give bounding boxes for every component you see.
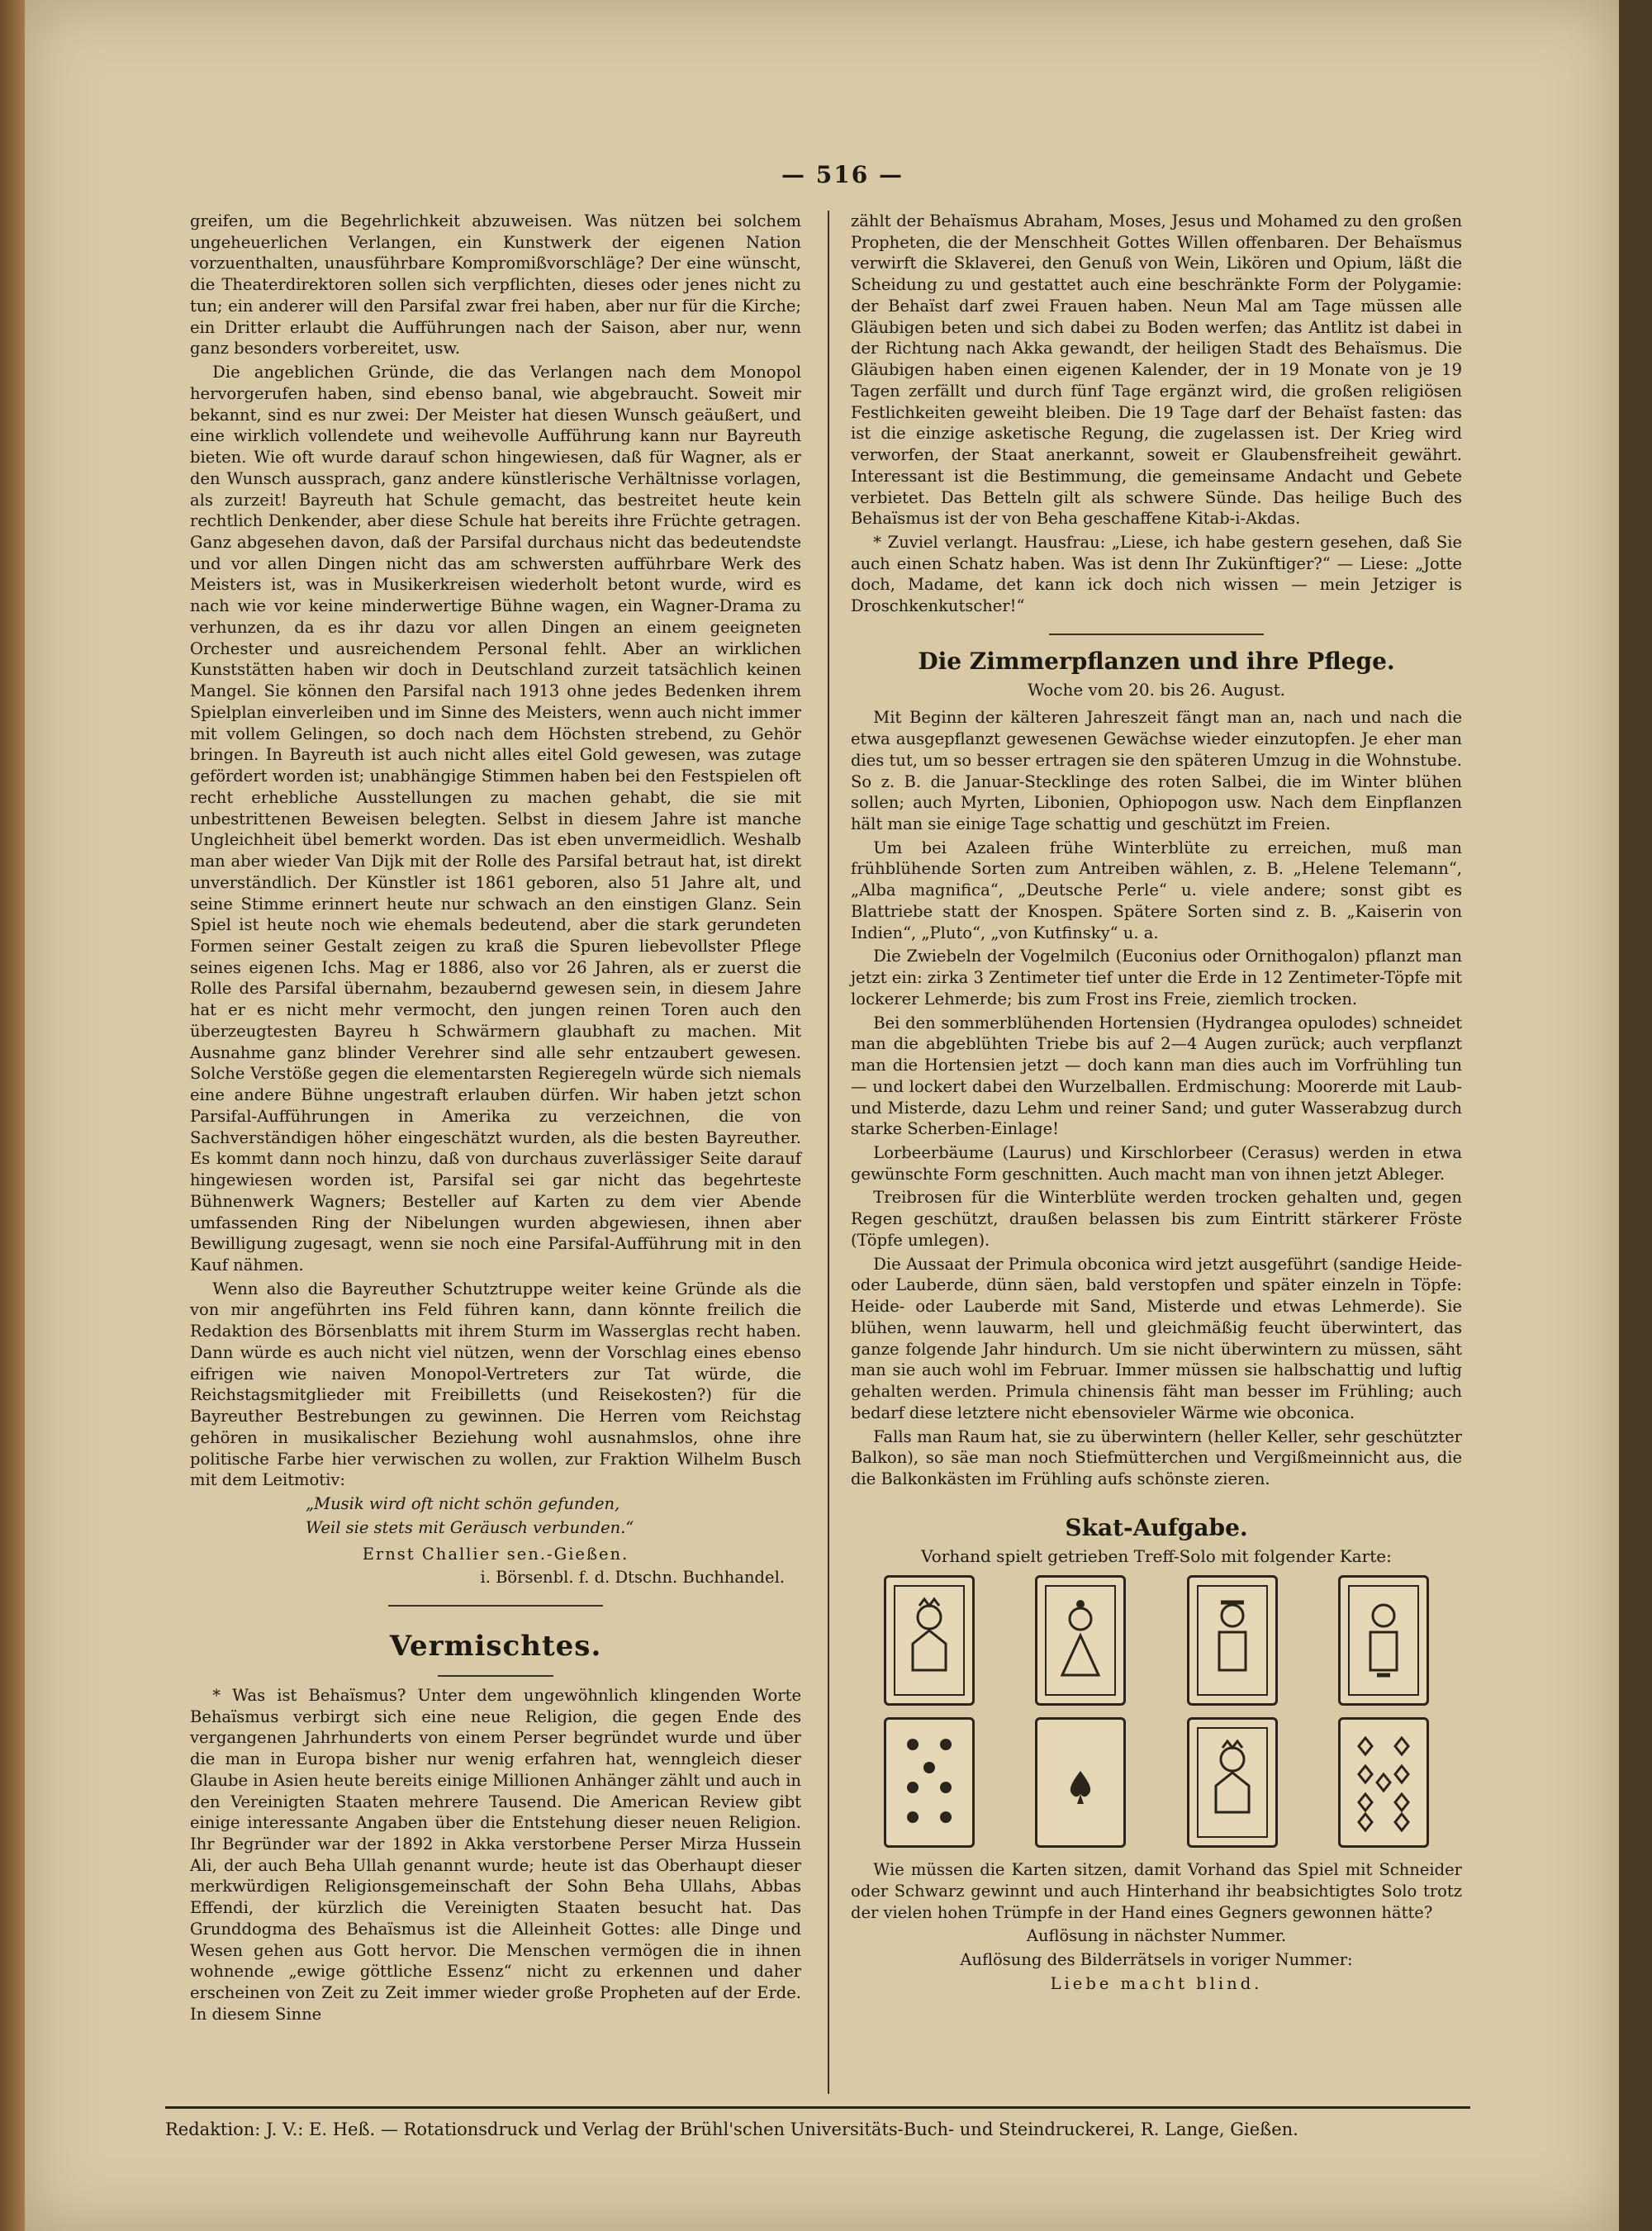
article-subtitle: Woche vom 20. bis 26. August. <box>1028 679 1285 700</box>
article-paragraph: Lorbeerbäume (Laurus) und Kirschlorbeer (Cerasus) werden in etwa gewünschte Form geschnitten. Auch macht man von ihnen jetzt Ableger. <box>851 1142 1462 1184</box>
joke-paragraph: * Zuviel verlangt. Hausfrau: „Liese, ich habe gestern gesehen, daß Sie auch einen Schatz haben. Was ist denn Ihr Zukünftiger?“ — Liese: „Jotte doch, Madame, det kann ick doch nich wissen — mein Jetziger is Droschkenkutscher!“ <box>851 533 1462 616</box>
article-paragraph: Die Zwiebeln der Vogelmilch (Euconius oder Ornithogalon) pflanzt man jetzt ein: zirka 3 Zentimeter tief unter die Erde in 12 Zentimeter-Töpfe mit lockerer Lehmerde; bis zum Frost ins Freie, ziemlich trocken. <box>851 947 1462 1009</box>
left-column <box>190 211 801 2028</box>
previous-solution-label: Auflösung des Bilderrätsels in voriger Nummer: <box>960 1950 1353 1970</box>
king-card-icon <box>884 1575 975 1706</box>
source-citation: i. Börsenbl. f. d. Dtschn. Buchhandel. <box>480 1568 785 1588</box>
card-row <box>884 1717 1429 1848</box>
verse-line: Weil sie stets mit Geräusch verbunden.“ <box>306 1517 634 1537</box>
article-paragraph: greifen, um die Begehrlichkeit abzuweisen. Was nützen bei solchem ungeheuerlichen Verlangen, ein Kunstwerk der eigenen Nation vorzuenthalten, unausführbare Kompromißvorschläge? Der eine wünscht, die Theaterdirektoren sollen sich verpflichten, dieses oder jenes nicht zu tun; ein anderer will den Parsifal zwar frei haben, aber nur für die Kirche; ein Dritter erlaubt die Aufführungen nach der Saison, aber nur, wenn ganz besonders vorbereitet, usw. <box>190 211 801 358</box>
verse-line: „Musik wird oft nicht schön gefunden, <box>306 1494 620 1514</box>
jack-card-icon <box>1338 1575 1429 1706</box>
article-title: Die Zimmerpflanzen und ihre Pflege. <box>918 647 1395 675</box>
article-paragraph: Wenn also die Bayreuther Schutztruppe weiter keine Gründe als die von mir angeführten ins Feld führen kann, dann könnte freilich die Redaktion des Börsenblatts mit ihrem Sturm im Wasserglas recht haben. Dann würde es auch nicht viel nützen, wenn der Vorschlag eines ebenso eifrigen wie naiven Monopol-Vertreters zur Tat würde, die Reichstagsmitglieder mit Freibilletts (und Reisekosten?) für die Bayreuther Bestrebungen zu gewinnen. Die Herren vom Reichstag gehören in musikalischer Beziehung wohl ausnahmslos, ohne ihre politische Farbe hier verwischen zu wollen, zur Fraktion Wilhelm Busch mit dem Leitmotiv: <box>190 1279 801 1490</box>
queen-card-icon <box>1035 1575 1126 1706</box>
article-paragraph: Falls man Raum hat, sie zu überwintern (heller Keller, sehr geschützter Balkon), so säe man noch Stiefmütterchen und Vergißmeinnicht aus, die die Balkonkästen im Frühling aufs schönste zieren. <box>851 1426 1462 1488</box>
section-divider <box>438 1675 553 1677</box>
article-paragraph: Treibrosen für die Winterblüte werden trocken gehalten und, gegen Regen geschützt, draußen belassen bis zum Eintritt stärkerer Fröste (Töpfe umlegen). <box>851 1188 1462 1250</box>
section-divider <box>388 1605 603 1607</box>
solution-note: Auflösung in nächster Nummer. <box>1026 1926 1287 1946</box>
book-binding-edge <box>0 0 25 2231</box>
puzzle-question: Wie müssen die Karten sitzen, damit Vorhand das Spiel mit Schneider oder Schwarz gewinnt und auch Hinterhand ihr beabsichtigtes Solo trotz der vielen hohen Trümpfe in der Hand eines Gegners gewonnen hätte? <box>851 1860 1462 1922</box>
article-paragraph: Um bei Azaleen frühe Winterblüte zu erreichen, muß man frühblühende Sorten zum Antreiben wählen, z. B. „Helene Telemann“, „Alba magnifica“, „Deutsche Perle“ u. viele andere; sonst gibt es Blattriebe statt der Knospen. Spätere Sorten sind z. B. „Kaiserin von Indien“, „Pluto“, „von Kutfinsky“ u. a. <box>851 838 1462 942</box>
article-paragraph: Bei den sommerblühenden Hortensien (Hydrangea opulodes) schneidet man die abgeblühten Triebe bis auf 2—4 Augen zurück; auch verpflanzt man die Hortensien jetzt — doch kann man dies auch im Vorfrühling tun — und lockert dabei den Wurzelballen. Erdmischung: Moorerde mit Laub- und Misterde, dazu Lehm und reiner Sand; und guter Wasserabzug durch starke Scherben-Einlage! <box>851 1013 1462 1139</box>
king-card-icon <box>1187 1717 1278 1848</box>
seven-clubs-card-icon <box>884 1717 975 1848</box>
section-title: Vermischtes. <box>389 1630 602 1663</box>
article-paragraph: Die angeblichen Gründe, die das Verlangen nach dem Monopol hervorgerufen haben, sind ebenso banal, wie abgebraucht. Soweit mir bekannt, sind es nur zwei: Der Meister hat diesen Wunsch geäußert, und eine wirklich vollendete und weihevolle Aufführung kann nur Bayreuth bieten. Wie oft wurde darauf schon hingewiesen, daß für Wagner, als er den Wunsch aussprach, ganz andere künstlerische Verhältnisse vorlagen, als zurzeit! Bayreuth hat Schule gemacht, das bestreitet heute kein rechtlich Denkender, aber diese Schule hat bereits ihre Früchte getragen. Ganz abgesehen davon, daß der Parsifal durchaus nicht das bedeutendste und vor allen Dingen nicht das am schwersten aufführbare Werk des Meisters ist, was in Musikerkreisen wiederholt betont wurde, wird es nach wie vor keine minderwertige Bühne wagen, ein Wagner-Drama zu verhunzen, da es ihr dazu vor allen Dingen an einem geeigneten Orchester und ausreichendem Personal fehlt. Aber an wirklichen Kunststätten haben wir doch in Deutschland zurzeit tatsächlich keinen Mangel. Sie können den Parsifal nach 1913 ohne jedes Bedenken ihrem Spielplan einverleiben und im Sinne des Meisters, wenn auch nicht immer mit vollem Gelingen, so doch nach dem Höchsten strebend, zu Gehör bringen. In Bayreuth ist auch nicht alles eitel Gold gewesen, was zutage gefördert worden ist; unabhängige Stimmen haben bei den Festspielen oft recht erhebliche Ausstellungen zu machen gehabt, die sie mit unbestrittenen Beweisen belegten. Selbst in diesem Jahre ist manche Ungleichheit übel bemerkt worden. Das ist eben unvermeidlich. Weshalb man aber wieder Van Dijk mit der Rolle des Parsifal betraut hat, ist direkt unverständlich. Der Künstler ist 1861 geboren, also 51 Jahre alt, und seine Stimme erinnert heute nur schwach an den einstigen Glanz. Sein Spiel ist heute noch wie ehemals bedeutend, aber die stark gerundeten Formen seiner Gestalt zeigen zu kraß die Spuren liebevollster Pflege seines eigenen Ichs. Mag er 1886, also vor 26 Jahren, als er zuerst die Rolle des Parsifal übernahm, bezaubernd gewesen sein, in diesem Jahre hat er es nicht mehr vermocht, den jungen reinen Toren auch den überzeugtesten Bayreu h Schwärmern glaubhaft zu machen. Mit Ausnahme ganz blinder Verehrer sind alle sehr entzaubert gewesen. Solche Verstöße gegen die elementarsten Regieregeln würde sich niemals eine andere Bühne ungestraft erlauben dürfen. Wir haben jetzt schon Parsifal-Aufführungen in Amerika zu verzeichnen, die von Sachverständigen höher eingeschätzt wurden, als die besten Bayreuther. Es kommt dann noch hinzu, daß von durchaus zuverlässiger Seite darauf hingewiesen worden ist, Parsifal sei gar nicht das begehrteste Bühnenwerk Wagners; Besteller auf Karten zu dem vier Abende umfassenden Ring der Nibelungen wurden abgewiesen, ihnen aber Bewilligung zugesagt, wenn sie noch eine Parsifal-Aufführung mit in den Kauf nähmen. <box>190 363 801 1275</box>
ace-spades-card-icon <box>1035 1717 1126 1848</box>
misc-continuation: zählt der Behaïsmus Abraham, Moses, Jesus und Mohamed zu den großen Propheten, die der Menschheit Gottes Willen offenbaren. Der Behaïsmus verwirft die Sklaverei, den Genuß von Wein, Likören und Opium, läßt die Scheidung zu und gestattet auch eine beschränkte Form der Polygamie: der Behaïst darf zwei Frauen haben. Neun Mal am Tage müssen alle Gläubigen beten und sich dabei zu Boden werfen; das Antlitz ist dabei in der Richtung nach Akka gewandt, der heiligen Stadt des Behaïsmus. Die Gläubigen haben einen eigenen Kalender, der in 19 Monate von je 19 Tagen zerfällt und durch fünf Tage ergänzt wird, die großen religiösen Festlichkeiten geweiht bleiben. Die 19 Tage darf der Behaïst fasten: das ist die einzige asketische Regung, die zugelassen ist. Der Krieg wird verworfen, der Staat anerkannt, soweit er Glaubensfreiheit gewährt. Interessant ist die Bestimmung, die gemeinsame Andacht und Gebete verbietet. Das Betteln gilt als schwere Sünde. Das heilige Buch des Behaïsmus ist der von Beha geschaffene Kitab-i-Akdas. <box>851 211 1462 529</box>
misc-paragraph: * Was ist Behaïsmus? Unter dem ungewöhnlich klingenden Worte Behaïsmus verbirgt sich eine neue Religion, die gegen Ende des vergangenen Jahrhunderts von einem Perser begründet wurde und über die man in Europa bisher nur wenig erfahren hat, wenngleich dieser Glaube in Asien heute bereits einige Millionen Anhänger zählt und auch in den Vereinigten Staaten mehrere Tausend. Die American Review gibt einige interessante Angaben über die Entstehung dieser neuen Religion. Ihr Begründer war der 1892 in Akka verstorbene Perser Mirza Hussein Ali, der auch Beha Ullah genannt wurde; heute ist das Oberhaupt dieser merkwürdigen Religionsgemeinschaft der Sohn Beha Ullahs, Abbas Effendi, der kürzlich die Vereinigten Staaten besucht hat. Das Grunddogma des Behaïsmus ist die Alleinheit Gottes: alle Dinge und Wesen gehen aus Gott hervor. Die Menschen vermögen die in ihnen wohnende „ewige göttliche Essenz“ nicht zu erkennen und daher erscheinen von Zeit zu Zeit immer wieder große Propheten auf der Erde. In diesem Sinne <box>190 1685 801 2024</box>
puzzle-intro: Vorhand spielt getrieben Treff-Solo mit folgender Karte: <box>921 1545 1392 1566</box>
page-number: — 516 — <box>781 161 904 188</box>
puzzle-title: Skat-Aufgabe. <box>1065 1513 1248 1541</box>
article-paragraph: Mit Beginn der kälteren Jahreszeit fängt man an, nach und nach die etwa ausgepflanzt gewesenen Gewächse wieder einzutopfen. Je eher man dies tut, um so besser ertragen sie den späteren Umzug in die Wohnstube. So z. B. die Januar-Stecklinge des roten Salbei, die im Winter blühen sollen; auch Myrten, Libonien, Ophiopogon usw. Nach dem Einpflanzen hält man sie einige Tage schattig und geschützt im Freien. <box>851 708 1462 833</box>
right-column <box>851 211 1462 1996</box>
playing-cards <box>884 1575 1429 1848</box>
card-row <box>884 1575 1429 1706</box>
article-paragraph: Die Aussaat der Primula obconica wird jetzt ausgeführt (sandige Heide- oder Lauberde, dünn säen, bald verstopfen und später einzeln in Töpfe: Heide- oder Lauberde mit Sand, Misterde und etwas Lehmerde). Sie blühen, wenn lauwarm, hell und gleichmäßig feucht überwintert, das ganze folgende Jahr hindurch. Um sie nicht überwintern zu müssen, säht man sie auch wohl im Februar. Immer müssen sie halbschattig und luftig gehalten werden. Primula chinensis fäht man besser im Frühling; auch bedarf diese letztere nicht ebensovieler Wärme wie obconica. <box>851 1254 1462 1422</box>
section-divider <box>1049 634 1264 635</box>
previous-solution-answer: Liebe macht blind. <box>1050 1973 1263 1993</box>
nine-diamonds-card-icon <box>1338 1717 1429 1848</box>
jack-card-icon <box>1187 1575 1278 1706</box>
author-signature: Ernst Challier sen.-Gießen. <box>362 1544 629 1564</box>
footer-rule <box>165 2106 1470 2109</box>
imprint-footer: Redaktion: J. V.: E. Heß. — Rotationsdruck und Verlag der Brühl'schen Universitäts-Buch- und Steindruckerei, R. Lange, Gießen. <box>165 2119 1298 2139</box>
column-rule <box>828 211 829 2094</box>
